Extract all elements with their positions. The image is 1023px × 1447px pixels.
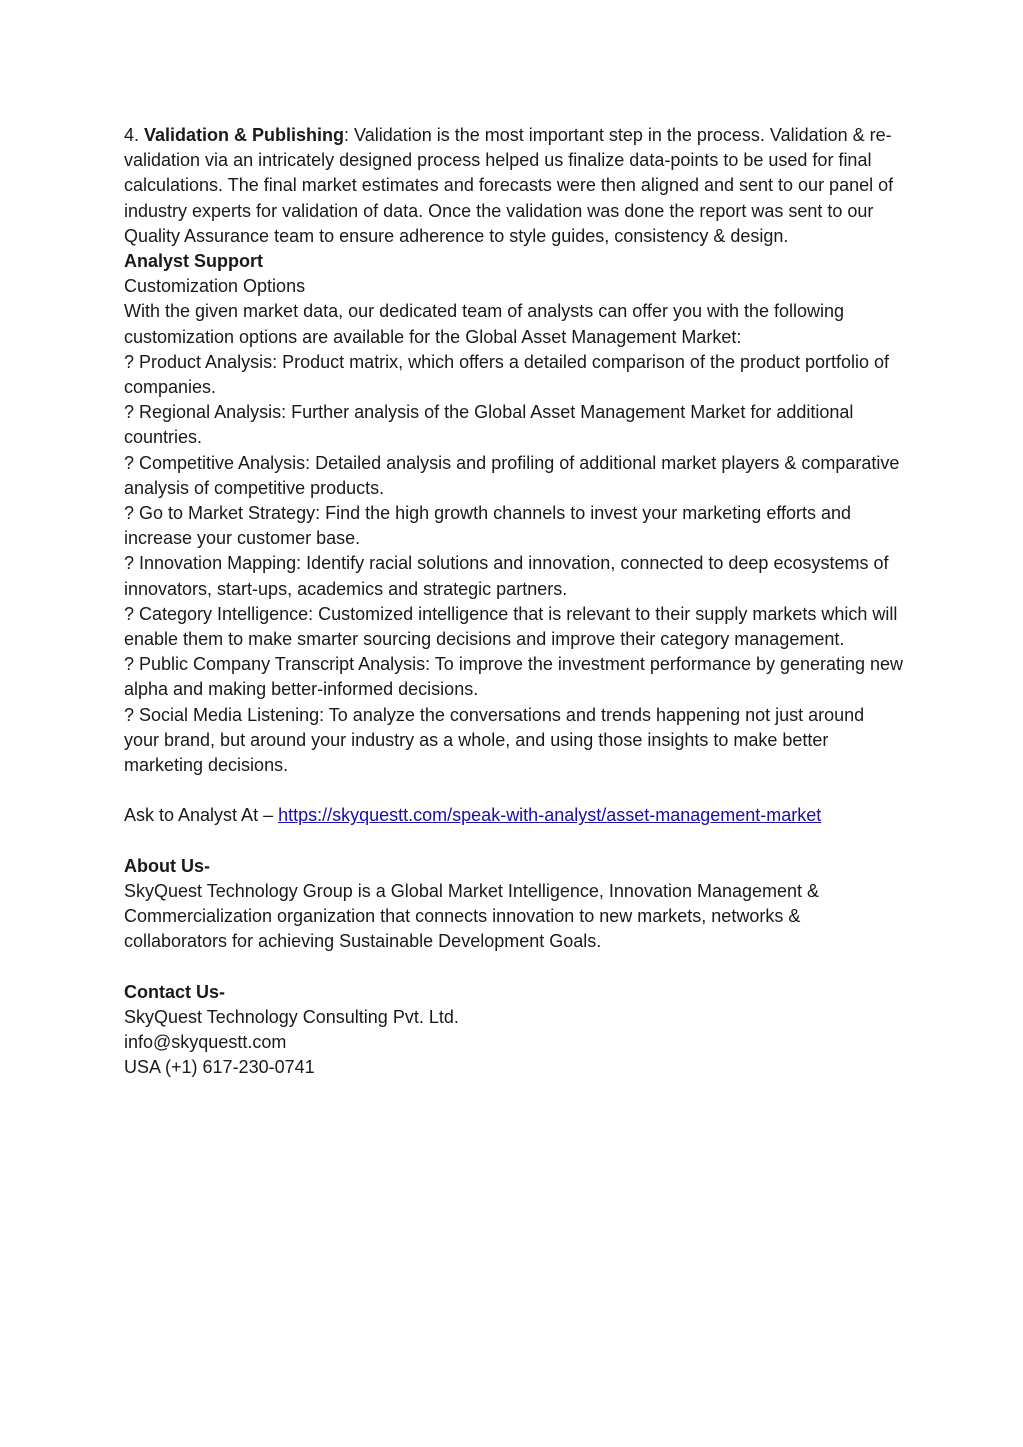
- validation-text: : Validation is the most important step in the process. Validation & re-validation via an intricately designed process helped us finalize data-points to be used for final calculations. The final market estimates and forecasts were then aligned and sent to our panel of industry experts for validation of data. Once the validation was done the report was sent to our Quality Assurance team to ensure adherence to style guides, consistency & design.: [124, 125, 894, 246]
- document-page: [124, 123, 904, 1081]
- validation-paragraph: [124, 123, 904, 249]
- customization-subheading: Customization Options: [124, 276, 306, 297]
- validation-heading: Validation & Publishing: [144, 125, 345, 145]
- customization-item-category-intelligence: ? Category Intelligence: Customized intelligence that is relevant to their supply markets which will enable them to make smarter sourcing decisions and improve their category management.: [124, 603, 898, 650]
- ask-analyst-line: [124, 803, 904, 828]
- ask-analyst-label: Ask to Analyst At –: [124, 805, 279, 826]
- customization-item-go-to-market: ? Go to Market Strategy: Find the high growth channels to invest your marketing efforts and increase your customer base.: [124, 503, 852, 549]
- spacer: [124, 778, 904, 803]
- customization-item-social-listening: ? Social Media Listening: To analyze the conversations and trends happening not just around your brand, but around your industry as a whole, and using those insights to make better marketing decisions.: [124, 704, 865, 776]
- contact-phone: USA (+1) 617-230-0741: [124, 1057, 315, 1078]
- contact-heading: Contact Us-: [124, 981, 226, 1002]
- spacer: [124, 829, 904, 854]
- customization-intro: With the given market data, our dedicated team of analysts can offer you with the following customization options are available for the Global Asset Management Market:: [124, 301, 845, 347]
- validation-number: 4.: [124, 125, 140, 145]
- customization-item-innovation-mapping: ? Innovation Mapping: Identify racial solutions and innovation, connected to deep ecosystems of innovators, start-ups, academics and strategic partners.: [124, 553, 889, 599]
- ask-analyst-link[interactable]: https://skyquestt.com/speak-with-analyst/asset-management-market: [278, 805, 822, 826]
- customization-item-product-analysis: ? Product Analysis: Product matrix, which offers a detailed comparison of the product portfolio of companies.: [124, 351, 890, 398]
- customization-item-competitive-analysis: ? Competitive Analysis: Detailed analysis and profiling of additional market players & comparative analysis of competitive products.: [124, 452, 900, 498]
- customization-item-transcript-analysis: ? Public Company Transcript Analysis: To improve the investment performance by generating new alpha and making better-informed decisions.: [124, 654, 904, 700]
- about-text: SkyQuest Technology Group is a Global Market Intelligence, Innovation Management & Commercialization organization that connects innovation to new markets, networks & collaborators for achieving Sustainable Development Goals.: [124, 881, 820, 952]
- contact-email: info@skyquestt.com: [124, 1032, 287, 1053]
- spacer: [124, 955, 904, 980]
- analyst-support-heading: Analyst Support: [124, 251, 264, 272]
- about-heading: About Us-: [124, 855, 210, 876]
- contact-company: SkyQuest Technology Consulting Pvt. Ltd.: [124, 1007, 459, 1028]
- customization-item-regional-analysis: ? Regional Analysis: Further analysis of the Global Asset Management Market for additional countries.: [124, 402, 854, 448]
